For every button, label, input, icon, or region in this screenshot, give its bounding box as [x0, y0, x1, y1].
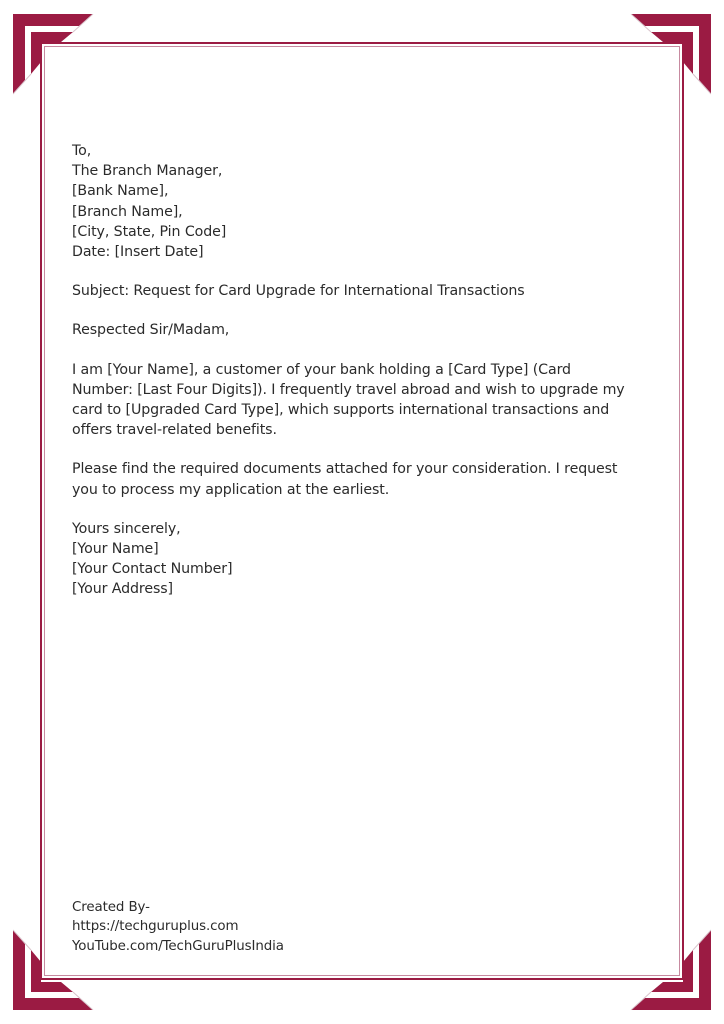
credits-footer [72, 898, 284, 956]
letter-body [72, 141, 662, 600]
closing-address: [Your Address] [72, 581, 173, 598]
body-paragraph-1-line: Number: [Last Four Digits]). I frequently travel abroad and wish to upgrade my [72, 381, 625, 398]
corner-ornament-top-left-icon [13, 14, 95, 96]
body-paragraph-1-line: offers travel-related benefits. [72, 422, 277, 439]
body-paragraph-2 [72, 459, 662, 499]
address-line-bank: [Bank Name], [72, 183, 169, 200]
corner-ornament-bottom-right-icon [629, 928, 711, 1010]
closing-name: [Your Name] [72, 541, 159, 558]
address-line-branch: [Branch Name], [72, 203, 183, 220]
website-link[interactable]: https://techguruplus.com [72, 919, 239, 935]
body-paragraph-1 [72, 360, 662, 441]
closing-contact: [Your Contact Number] [72, 561, 233, 578]
closing-valediction: Yours sincerely, [72, 520, 181, 537]
address-line-date: Date: [Insert Date] [72, 244, 204, 261]
body-paragraph-2-line: you to process my application at the earliest. [72, 481, 390, 498]
body-paragraph-2-line: Please find the required documents attached for your consideration. I request [72, 461, 618, 478]
address-line-recipient: The Branch Manager, [72, 163, 223, 180]
address-line-to: To, [72, 143, 92, 159]
letter-subject: Subject: Request for Card Upgrade for International Transactions [72, 283, 525, 300]
body-paragraph-1-line: I am [Your Name], a customer of your bank holding a [Card Type] (Card [72, 361, 571, 378]
closing-block [72, 519, 662, 600]
letter-salutation: Respected Sir/Madam, [72, 322, 230, 339]
address-block [72, 141, 662, 262]
address-line-city: [City, State, Pin Code] [72, 223, 227, 240]
corner-ornament-top-right-icon [629, 14, 711, 96]
youtube-link[interactable]: YouTube.com/TechGuruPlusIndia [72, 938, 284, 954]
body-paragraph-1-line: card to [Upgraded Card Type], which supports international transactions and [72, 402, 610, 419]
created-by-label: Created By- [72, 900, 150, 915]
